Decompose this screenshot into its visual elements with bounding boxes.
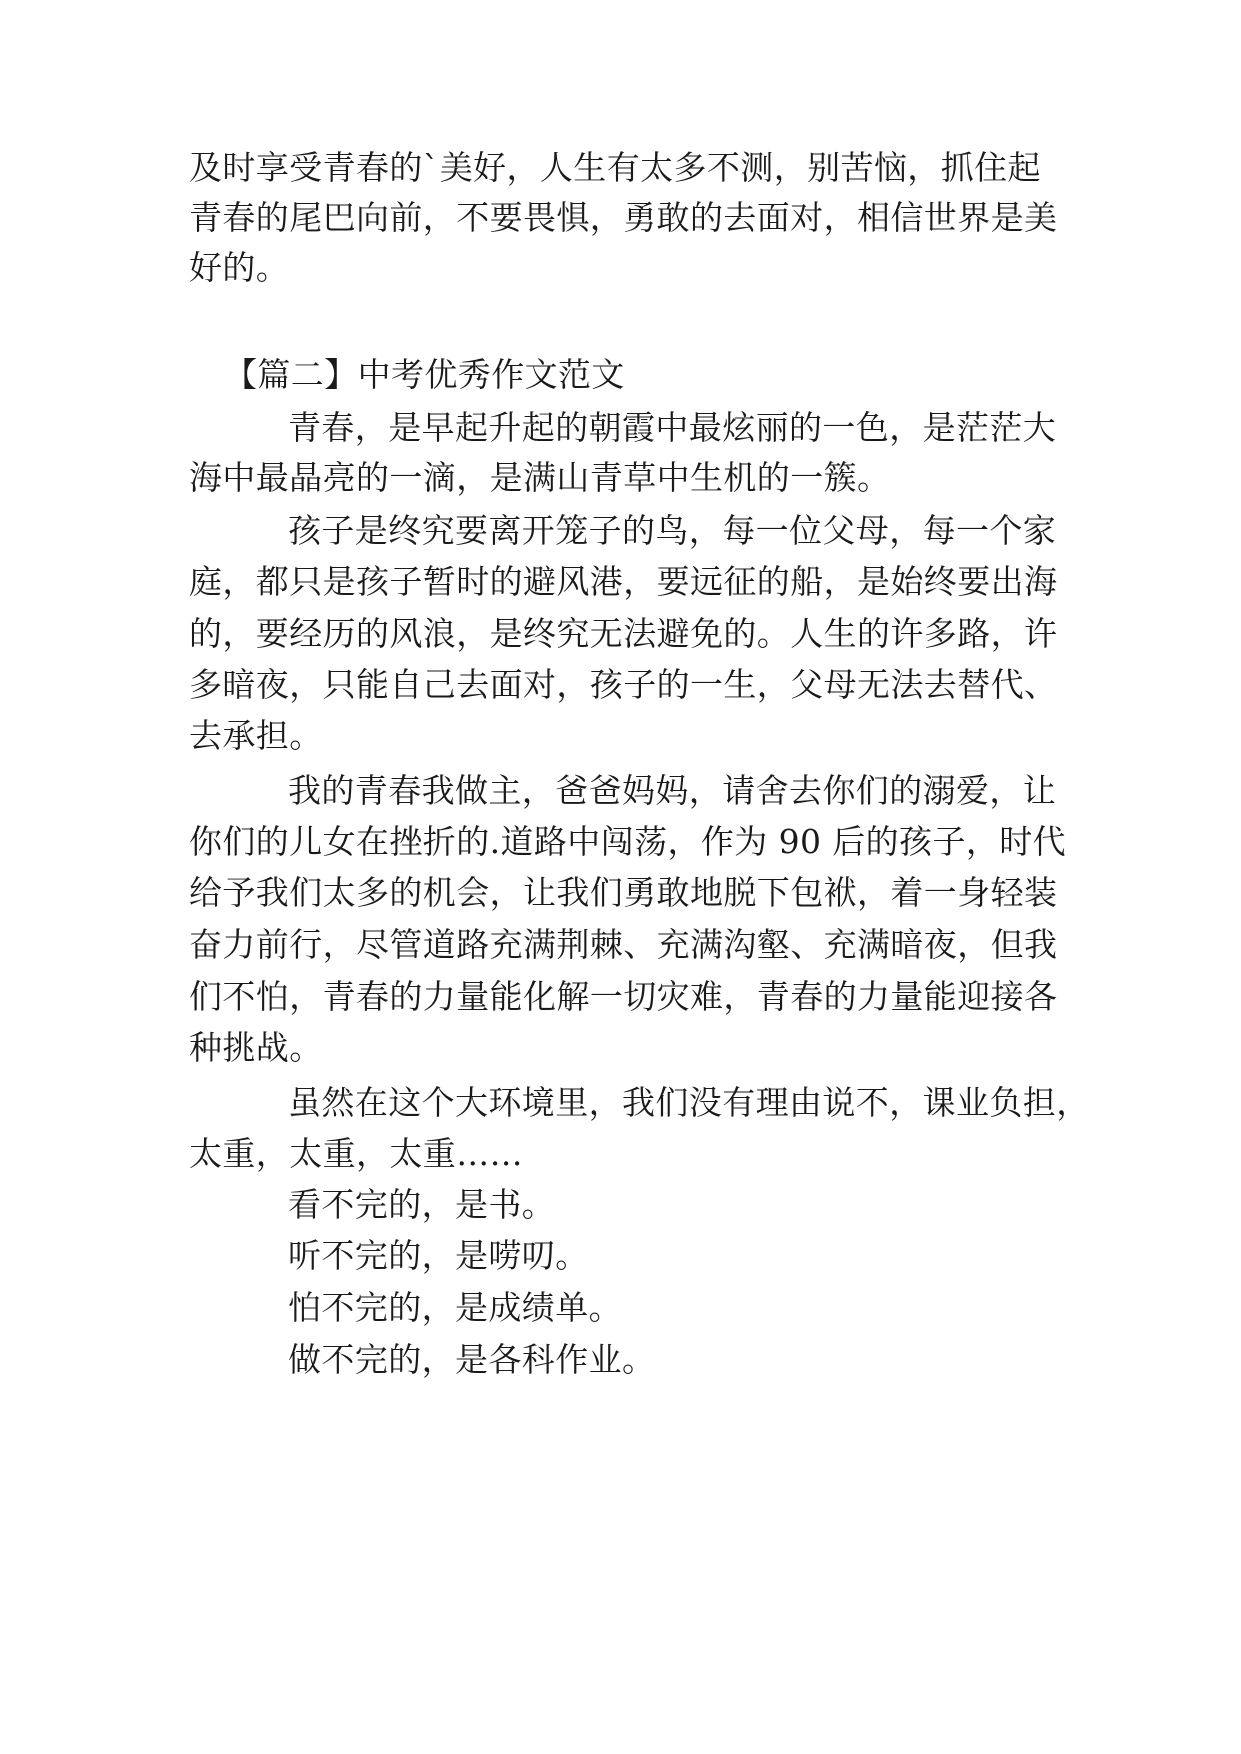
paragraph-first-line: 看不完的，是书。 [288,1185,556,1224]
text-line: 你们的儿女在挫折的.道路中闯荡，作为 90 后的孩子，时代 [189,822,1067,861]
text-line: 庭，都只是孩子暂时的避风港，要远征的船，是始终要出海 [189,562,1058,601]
text-line: 青春的尾巴向前，不要畏惧，勇敢的去面对，相信世界是美 [189,198,1058,237]
paragraph-first-line: 做不完的，是各科作业。 [288,1340,656,1379]
paragraph-first-line: 孩子是终究要离开笼子的鸟，每一位父母，每一个家 [288,511,1057,550]
section-heading: 【篇二】中考优秀作文范文 [224,355,625,394]
paragraph-first-line: 青春，是早起升起的朝霞中最炫丽的一色，是茫茫大 [288,408,1057,447]
text-line: 好的。 [189,248,290,287]
text-line: 的，要经历的风浪，是终究无法避免的。人生的许多路，许 [189,614,1058,653]
text-line: 多暗夜，只能自己去面对，孩子的一生，父母无法去替代、 [189,665,1058,704]
text-line: 奋力前行，尽管道路充满荆棘、充满沟壑、充满暗夜，但我 [189,925,1058,964]
text-line: 及时享受青春的`美好，人生有太多不测，别苦恼，抓住起 [189,148,1041,187]
text-line: 太重，太重，太重…… [189,1134,523,1173]
paragraph-first-line: 虽然在这个大环境里，我们没有理由说不，课业负担， [288,1083,1090,1122]
paragraph-first-line: 听不完的，是唠叨。 [288,1236,589,1275]
text-line: 海中最晶亮的一滴，是满山青草中生机的一簇。 [189,458,891,497]
text-line: 种挑战。 [189,1028,323,1067]
text-line: 们不怕，青春的力量能化解一切灾难，青春的力量能迎接各 [189,977,1058,1016]
text-line: 给予我们太多的机会，让我们勇敢地脱下包袱，着一身轻装 [189,873,1058,912]
paragraph-first-line: 怕不完的，是成绩单。 [288,1288,622,1327]
text-line: 去承担。 [189,716,323,755]
paragraph-first-line: 我的青春我做主，爸爸妈妈，请舍去你们的溺爱，让 [288,771,1057,810]
